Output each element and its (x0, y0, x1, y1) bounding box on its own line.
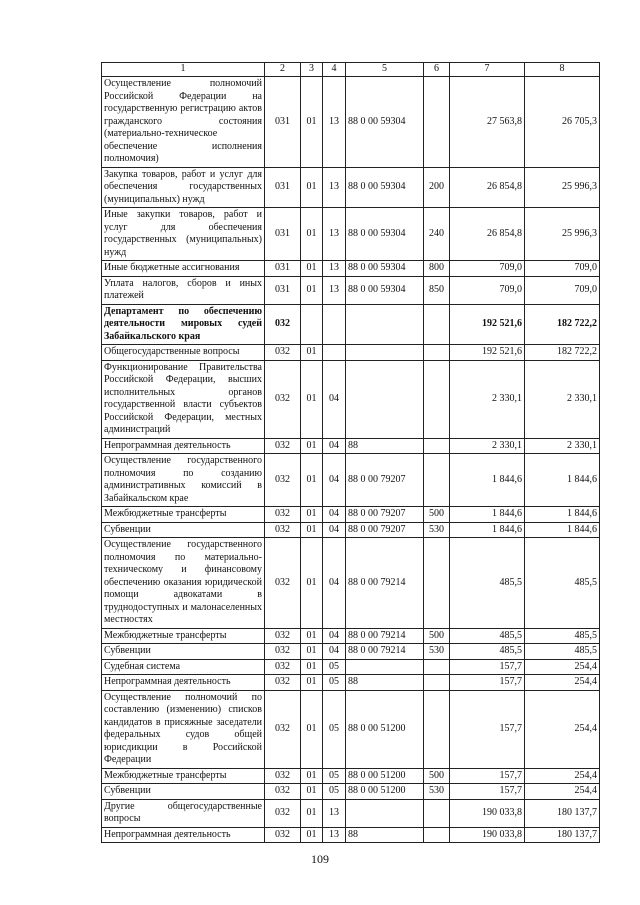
cell-target-article (346, 360, 424, 438)
cell-expense-type: 530 (424, 522, 450, 538)
cell-amount-1: 157,7 (450, 784, 525, 800)
cell-target-article: 88 (346, 438, 424, 454)
cell-section: 01 (301, 276, 323, 304)
cell-amount-2: 485,5 (525, 644, 600, 660)
cell-amount-2: 25 996,3 (525, 208, 600, 261)
cell-name: Осуществление полномочий по составлению (изменению) списков кандидатов в присяжные заседатели федеральных судов общей юрисдикции в Российской Федерации (102, 690, 265, 768)
cell-section: 01 (301, 690, 323, 768)
table-body (102, 77, 600, 843)
cell-name: Закупка товаров, работ и услуг для обеспечения государственных (муниципальных) нужд (102, 167, 265, 208)
cell-subsection: 04 (323, 507, 346, 523)
cell-section: 01 (301, 675, 323, 691)
cell-subsection: 04 (323, 522, 346, 538)
cell-amount-2: 709,0 (525, 276, 600, 304)
cell-target-article: 88 (346, 675, 424, 691)
table-row (102, 784, 600, 800)
cell-expense-type: 530 (424, 644, 450, 660)
table-row (102, 167, 600, 208)
cell-amount-2: 254,4 (525, 690, 600, 768)
cell-expense-type (424, 659, 450, 675)
cell-target-article: 88 0 00 59304 (346, 167, 424, 208)
table-row (102, 644, 600, 660)
cell-target-article: 88 0 00 79207 (346, 454, 424, 507)
cell-target-article: 88 0 00 79207 (346, 507, 424, 523)
cell-subsection: 04 (323, 538, 346, 629)
table-row (102, 276, 600, 304)
cell-expense-type (424, 345, 450, 361)
cell-admin-code: 032 (265, 522, 301, 538)
cell-amount-2: 254,4 (525, 675, 600, 691)
cell-subsection: 13 (323, 827, 346, 843)
cell-amount-1: 485,5 (450, 644, 525, 660)
cell-amount-1: 157,7 (450, 659, 525, 675)
cell-subsection: 04 (323, 438, 346, 454)
cell-section: 01 (301, 628, 323, 644)
cell-section: 01 (301, 507, 323, 523)
cell-section: 01 (301, 167, 323, 208)
cell-name: Непрограммная деятельность (102, 675, 265, 691)
cell-section: 01 (301, 208, 323, 261)
table-row (102, 675, 600, 691)
cell-amount-1: 2 330,1 (450, 438, 525, 454)
cell-amount-1: 157,7 (450, 768, 525, 784)
cell-expense-type: 530 (424, 784, 450, 800)
cell-subsection: 13 (323, 208, 346, 261)
cell-subsection: 04 (323, 360, 346, 438)
cell-admin-code: 032 (265, 690, 301, 768)
cell-subsection: 04 (323, 628, 346, 644)
cell-section: 01 (301, 768, 323, 784)
cell-subsection: 13 (323, 167, 346, 208)
table-row (102, 659, 600, 675)
cell-section: 01 (301, 827, 323, 843)
cell-name: Иные закупки товаров, работ и услуг для обеспечения государственных (муниципальных) нужд (102, 208, 265, 261)
cell-target-article: 88 0 00 59304 (346, 276, 424, 304)
cell-amount-1: 709,0 (450, 261, 525, 277)
cell-expense-type: 200 (424, 167, 450, 208)
cell-subsection: 05 (323, 675, 346, 691)
cell-expense-type (424, 827, 450, 843)
cell-expense-type (424, 360, 450, 438)
table-row (102, 690, 600, 768)
cell-admin-code: 032 (265, 438, 301, 454)
cell-target-article (346, 304, 424, 345)
cell-subsection: 13 (323, 276, 346, 304)
cell-expense-type: 500 (424, 768, 450, 784)
cell-target-article: 88 (346, 827, 424, 843)
cell-amount-1: 190 033,8 (450, 799, 525, 827)
cell-subsection: 13 (323, 799, 346, 827)
cell-subsection: 04 (323, 454, 346, 507)
cell-amount-2: 1 844,6 (525, 507, 600, 523)
cell-expense-type (424, 304, 450, 345)
table-row (102, 345, 600, 361)
cell-amount-2: 709,0 (525, 261, 600, 277)
cell-target-article: 88 0 00 59304 (346, 208, 424, 261)
cell-amount-1: 157,7 (450, 675, 525, 691)
cell-expense-type (424, 454, 450, 507)
cell-expense-type (424, 690, 450, 768)
cell-target-article: 88 0 00 59304 (346, 261, 424, 277)
cell-name: Функционирование Правительства Российской Федерации, высших исполнительных органов государственной власти субъектов Российской Федерации, местных администраций (102, 360, 265, 438)
cell-target-article (346, 799, 424, 827)
cell-expense-type: 500 (424, 507, 450, 523)
cell-subsection: 13 (323, 261, 346, 277)
cell-amount-1: 192 521,6 (450, 304, 525, 345)
cell-subsection: 13 (323, 77, 346, 168)
cell-amount-2: 1 844,6 (525, 454, 600, 507)
cell-amount-2: 1 844,6 (525, 522, 600, 538)
cell-amount-1: 1 844,6 (450, 507, 525, 523)
cell-amount-1: 27 563,8 (450, 77, 525, 168)
cell-section: 01 (301, 261, 323, 277)
cell-amount-2: 182 722,2 (525, 345, 600, 361)
cell-name: Межбюджетные трансферты (102, 628, 265, 644)
cell-subsection (323, 345, 346, 361)
cell-amount-1: 485,5 (450, 538, 525, 629)
page-number: 109 (311, 852, 329, 866)
cell-target-article (346, 659, 424, 675)
cell-name: Осуществление государственного полномочия по материально-техническому и финансовому обеспечению оказания юридической помощи адвокатами в труднодоступных и малонаселенных местностях (102, 538, 265, 629)
cell-target-article: 88 0 00 51200 (346, 690, 424, 768)
cell-admin-code: 031 (265, 208, 301, 261)
cell-amount-1: 190 033,8 (450, 827, 525, 843)
cell-amount-1: 709,0 (450, 276, 525, 304)
cell-amount-2: 2 330,1 (525, 360, 600, 438)
cell-amount-1: 26 854,8 (450, 167, 525, 208)
cell-admin-code: 032 (265, 454, 301, 507)
table-row (102, 538, 600, 629)
cell-name: Департамент по обеспечению деятельности мировых судей Забайкальского края (102, 304, 265, 345)
cell-amount-2: 485,5 (525, 538, 600, 629)
column-header: 2 (265, 63, 301, 77)
cell-expense-type (424, 799, 450, 827)
budget-table (101, 62, 600, 843)
cell-admin-code: 032 (265, 538, 301, 629)
cell-subsection: 05 (323, 784, 346, 800)
cell-name: Другие общегосударственные вопросы (102, 799, 265, 827)
cell-name: Непрограммная деятельность (102, 827, 265, 843)
cell-target-article: 88 0 00 51200 (346, 784, 424, 800)
cell-section: 01 (301, 77, 323, 168)
cell-target-article: 88 0 00 79214 (346, 538, 424, 629)
column-header: 6 (424, 63, 450, 77)
cell-admin-code: 032 (265, 507, 301, 523)
cell-section: 01 (301, 454, 323, 507)
header-row (102, 63, 600, 77)
table-row (102, 208, 600, 261)
cell-section (301, 304, 323, 345)
cell-amount-1: 2 330,1 (450, 360, 525, 438)
table-row (102, 261, 600, 277)
cell-target-article: 88 0 00 79214 (346, 644, 424, 660)
cell-name: Субвенции (102, 644, 265, 660)
cell-expense-type: 500 (424, 628, 450, 644)
cell-amount-2: 254,4 (525, 659, 600, 675)
cell-section: 01 (301, 644, 323, 660)
table-row (102, 360, 600, 438)
cell-subsection: 05 (323, 768, 346, 784)
column-header: 4 (323, 63, 346, 77)
cell-target-article: 88 0 00 51200 (346, 768, 424, 784)
cell-name: Судебная система (102, 659, 265, 675)
cell-name: Межбюджетные трансферты (102, 507, 265, 523)
cell-admin-code: 032 (265, 768, 301, 784)
table-row (102, 799, 600, 827)
cell-amount-1: 485,5 (450, 628, 525, 644)
table-row (102, 454, 600, 507)
cell-name: Субвенции (102, 522, 265, 538)
cell-section: 01 (301, 659, 323, 675)
cell-amount-2: 25 996,3 (525, 167, 600, 208)
cell-admin-code: 032 (265, 628, 301, 644)
cell-admin-code: 032 (265, 827, 301, 843)
cell-admin-code: 032 (265, 360, 301, 438)
table-row (102, 522, 600, 538)
cell-name: Осуществление полномочий Российской Федерации на государственную регистрацию актов гражданского состояния (материально-техническое обеспечение исполнения полномочия) (102, 77, 265, 168)
table-row (102, 77, 600, 168)
cell-name: Иные бюджетные ассигнования (102, 261, 265, 277)
cell-amount-2: 254,4 (525, 768, 600, 784)
cell-amount-2: 180 137,7 (525, 799, 600, 827)
cell-admin-code: 032 (265, 644, 301, 660)
column-header: 5 (346, 63, 424, 77)
cell-section: 01 (301, 522, 323, 538)
table-row (102, 628, 600, 644)
cell-amount-2: 182 722,2 (525, 304, 600, 345)
cell-name: Непрограммная деятельность (102, 438, 265, 454)
table-row (102, 438, 600, 454)
table-row (102, 304, 600, 345)
cell-name: Межбюджетные трансферты (102, 768, 265, 784)
cell-section: 01 (301, 799, 323, 827)
cell-admin-code: 031 (265, 167, 301, 208)
cell-target-article: 88 0 00 79207 (346, 522, 424, 538)
cell-section: 01 (301, 345, 323, 361)
cell-expense-type: 800 (424, 261, 450, 277)
cell-admin-code: 032 (265, 304, 301, 345)
cell-expense-type (424, 438, 450, 454)
cell-expense-type (424, 77, 450, 168)
cell-target-article (346, 345, 424, 361)
cell-expense-type (424, 675, 450, 691)
cell-amount-2: 26 705,3 (525, 77, 600, 168)
column-header: 8 (525, 63, 600, 77)
cell-section: 01 (301, 360, 323, 438)
cell-amount-1: 157,7 (450, 690, 525, 768)
cell-admin-code: 032 (265, 784, 301, 800)
cell-target-article: 88 0 00 59304 (346, 77, 424, 168)
cell-name: Общегосударственные вопросы (102, 345, 265, 361)
cell-admin-code: 032 (265, 659, 301, 675)
column-header: 1 (102, 63, 265, 77)
cell-admin-code: 032 (265, 675, 301, 691)
cell-amount-1: 192 521,6 (450, 345, 525, 361)
cell-name: Уплата налогов, сборов и иных платежей (102, 276, 265, 304)
cell-amount-2: 180 137,7 (525, 827, 600, 843)
cell-admin-code: 031 (265, 77, 301, 168)
cell-admin-code: 032 (265, 345, 301, 361)
cell-subsection: 05 (323, 659, 346, 675)
column-header: 3 (301, 63, 323, 77)
cell-name: Субвенции (102, 784, 265, 800)
cell-amount-2: 2 330,1 (525, 438, 600, 454)
cell-admin-code: 032 (265, 799, 301, 827)
cell-section: 01 (301, 438, 323, 454)
cell-amount-2: 485,5 (525, 628, 600, 644)
cell-expense-type (424, 538, 450, 629)
table-row (102, 768, 600, 784)
cell-section: 01 (301, 784, 323, 800)
cell-subsection: 04 (323, 644, 346, 660)
cell-name: Осуществление государственного полномочия по созданию административных комиссий в Забайкальском крае (102, 454, 265, 507)
cell-expense-type: 850 (424, 276, 450, 304)
cell-admin-code: 031 (265, 276, 301, 304)
table-row (102, 827, 600, 843)
cell-admin-code: 031 (265, 261, 301, 277)
cell-subsection (323, 304, 346, 345)
cell-target-article: 88 0 00 79214 (346, 628, 424, 644)
column-header: 7 (450, 63, 525, 77)
cell-amount-1: 1 844,6 (450, 454, 525, 507)
cell-section: 01 (301, 538, 323, 629)
cell-subsection: 05 (323, 690, 346, 768)
table-row (102, 507, 600, 523)
cell-amount-2: 254,4 (525, 784, 600, 800)
cell-amount-1: 1 844,6 (450, 522, 525, 538)
cell-expense-type: 240 (424, 208, 450, 261)
cell-amount-1: 26 854,8 (450, 208, 525, 261)
